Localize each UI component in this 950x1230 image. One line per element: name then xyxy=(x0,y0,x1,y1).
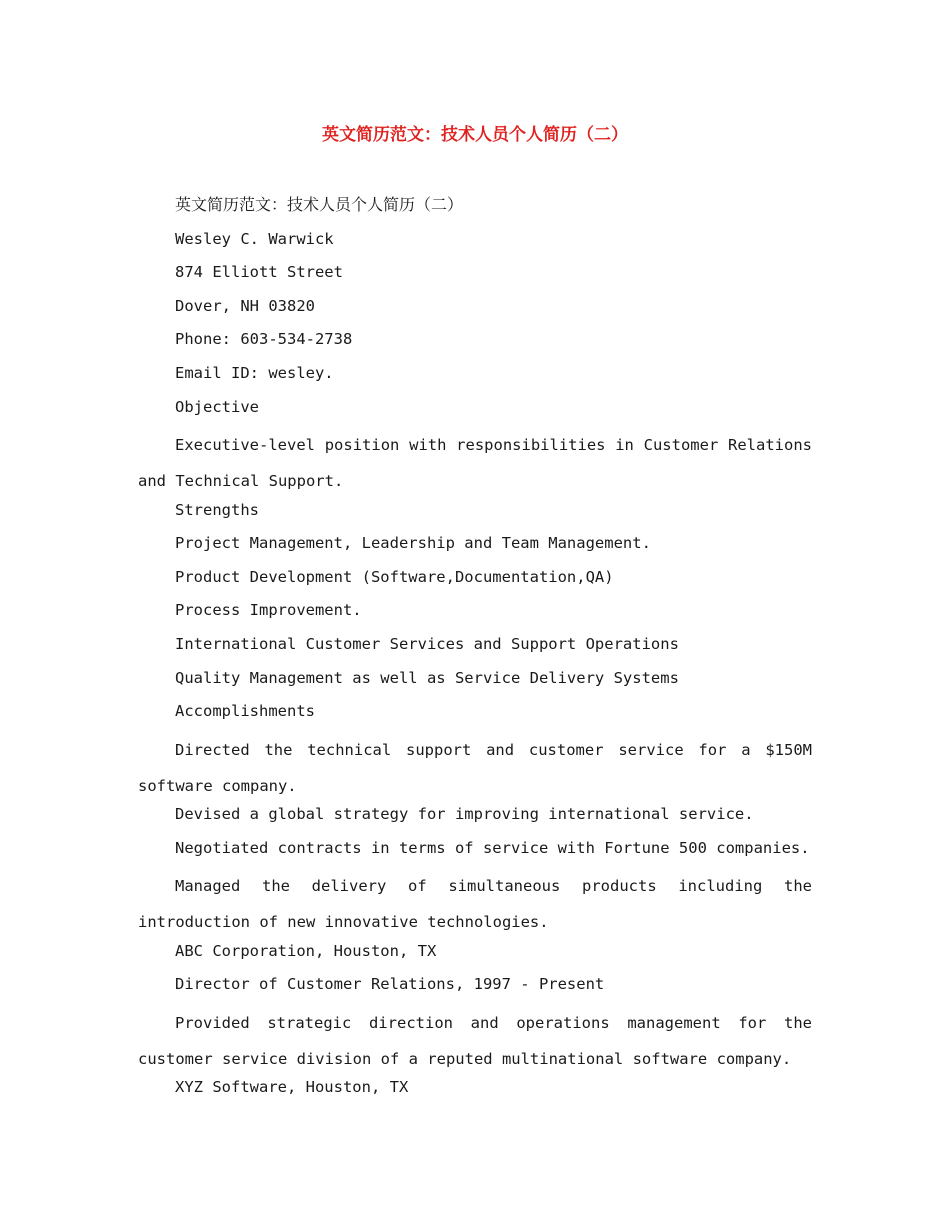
employer-xyz: XYZ Software, Houston, TX xyxy=(175,1078,409,1097)
accomplishment-item: Negotiated contracts in terms of service with Fortune 500 companies. xyxy=(175,838,810,857)
job-description-abc: Provided strategic direction and operations management for the customer service division of a reputed multinational software company. xyxy=(138,1013,812,1068)
accomplishment-item: Managed the delivery of simultaneous products including the introduction of new innovative technologies. xyxy=(138,877,812,932)
paragraph-phone: Phone: 603-534-2738 xyxy=(175,330,353,349)
strength-item: Product Development (Software,Documentation,QA) xyxy=(175,567,614,586)
paragraph-street: 874 Elliott Street xyxy=(175,263,343,282)
section-objective: Objective xyxy=(175,397,259,416)
strength-item: Process Improvement. xyxy=(175,601,362,620)
paragraph-heading: 英文简历范文：技术人员个人简历（二） xyxy=(175,195,464,214)
paragraph-city: Dover, NH 03820 xyxy=(175,296,315,315)
paragraph-objective-text: Executive-level position with responsibilities in Customer Relations and Technical Support. xyxy=(138,436,812,491)
employer-abc: ABC Corporation, Houston, TX xyxy=(175,941,437,960)
job-title-abc: Director of Customer Relations, 1997 - Present xyxy=(175,975,605,994)
accomplishment-item: Directed the technical support and customer service for a $150M software company. xyxy=(138,740,812,795)
accomplishment-item: Devised a global strategy for improving international service. xyxy=(175,805,754,824)
strength-item: Quality Management as well as Service Delivery Systems xyxy=(175,668,679,687)
section-accomplishments: Accomplishments xyxy=(175,702,315,721)
strength-item: Project Management, Leadership and Team Management. xyxy=(175,534,651,553)
document-body xyxy=(138,192,812,1108)
section-strengths: Strengths xyxy=(175,500,259,519)
paragraph-name: Wesley C. Warwick xyxy=(175,229,334,248)
strength-item: International Customer Services and Support Operations xyxy=(175,634,679,653)
paragraph-email: Email ID: wesley. xyxy=(175,363,334,382)
document-title: 英文简历范文：技术人员个人简历（二） xyxy=(322,125,628,145)
